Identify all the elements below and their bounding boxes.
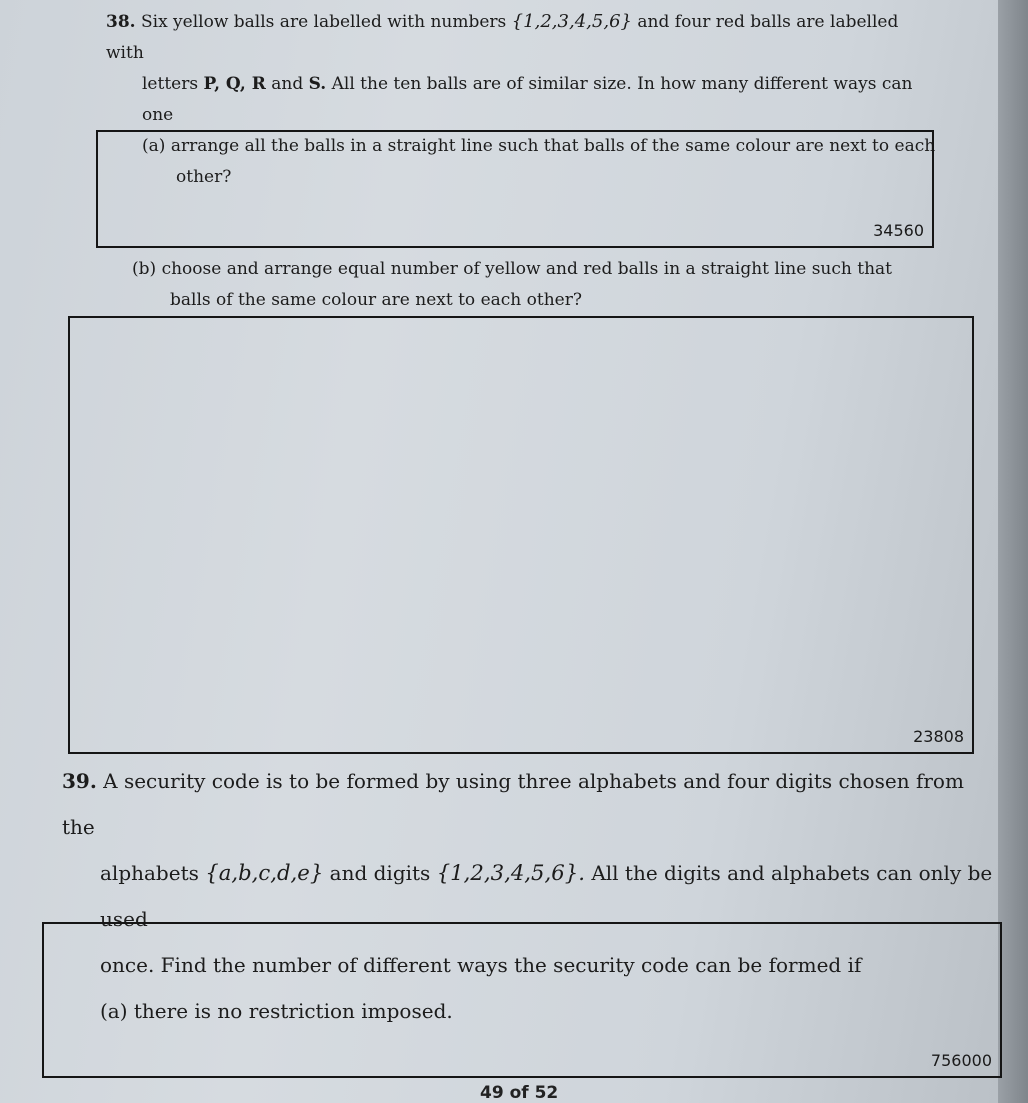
q38-number-set: {1,2,3,4,5,6} bbox=[511, 11, 633, 32]
q39a-answer-box[interactable] bbox=[42, 922, 1002, 1078]
page-edge bbox=[998, 0, 1028, 1103]
q38-part-a-cont: other? bbox=[176, 167, 232, 187]
q38a-answer-box[interactable] bbox=[96, 130, 934, 248]
question-38b bbox=[132, 254, 952, 316]
q38-part-b-cont: balls of the same colour are next to each other? bbox=[170, 290, 582, 310]
q38-line-1: 38. Six yellow balls are labelled with numbers {1,2,3,4,5,6} and four red balls are labelled with bbox=[106, 11, 899, 63]
q38-part-a: (a) arrange all the balls in a straight line such that balls of the same colour are next to each bbox=[142, 136, 936, 156]
q39-letter-set: {a,b,c,d,e} bbox=[205, 860, 324, 885]
q38-part-b: (b) choose and arrange equal number of yellow and red balls in a straight line such that bbox=[132, 259, 892, 279]
page-number: 49 of 52 bbox=[480, 1083, 559, 1103]
q38-line-2: letters P, Q, R and S. All the ten balls are of similar size. In how many different ways can one bbox=[142, 74, 913, 125]
q39-line-1: 39. A security code is to be formed by using three alphabets and four digits chosen from the bbox=[62, 769, 964, 839]
q38a-answer: 34560 bbox=[873, 221, 924, 240]
q38b-answer: 23808 bbox=[913, 727, 964, 746]
q38b-answer-box[interactable] bbox=[68, 316, 974, 754]
q39-line-2: alphabets {a,b,c,d,e} and digits {1,2,3,4,5,6}. All the digits and alphabets can only be used bbox=[100, 860, 993, 931]
q38-number: 38. bbox=[106, 12, 136, 32]
q39a-answer: 756000 bbox=[930, 1051, 992, 1070]
q39-digit-set: {1,2,3,4,5,6}. bbox=[436, 860, 585, 885]
q39-number: 39. bbox=[62, 769, 97, 793]
q39-line-3: once. Find the number of different ways the security code can be formed if bbox=[100, 953, 862, 977]
q39-part-a: (a) there is no restriction imposed. bbox=[100, 999, 453, 1023]
